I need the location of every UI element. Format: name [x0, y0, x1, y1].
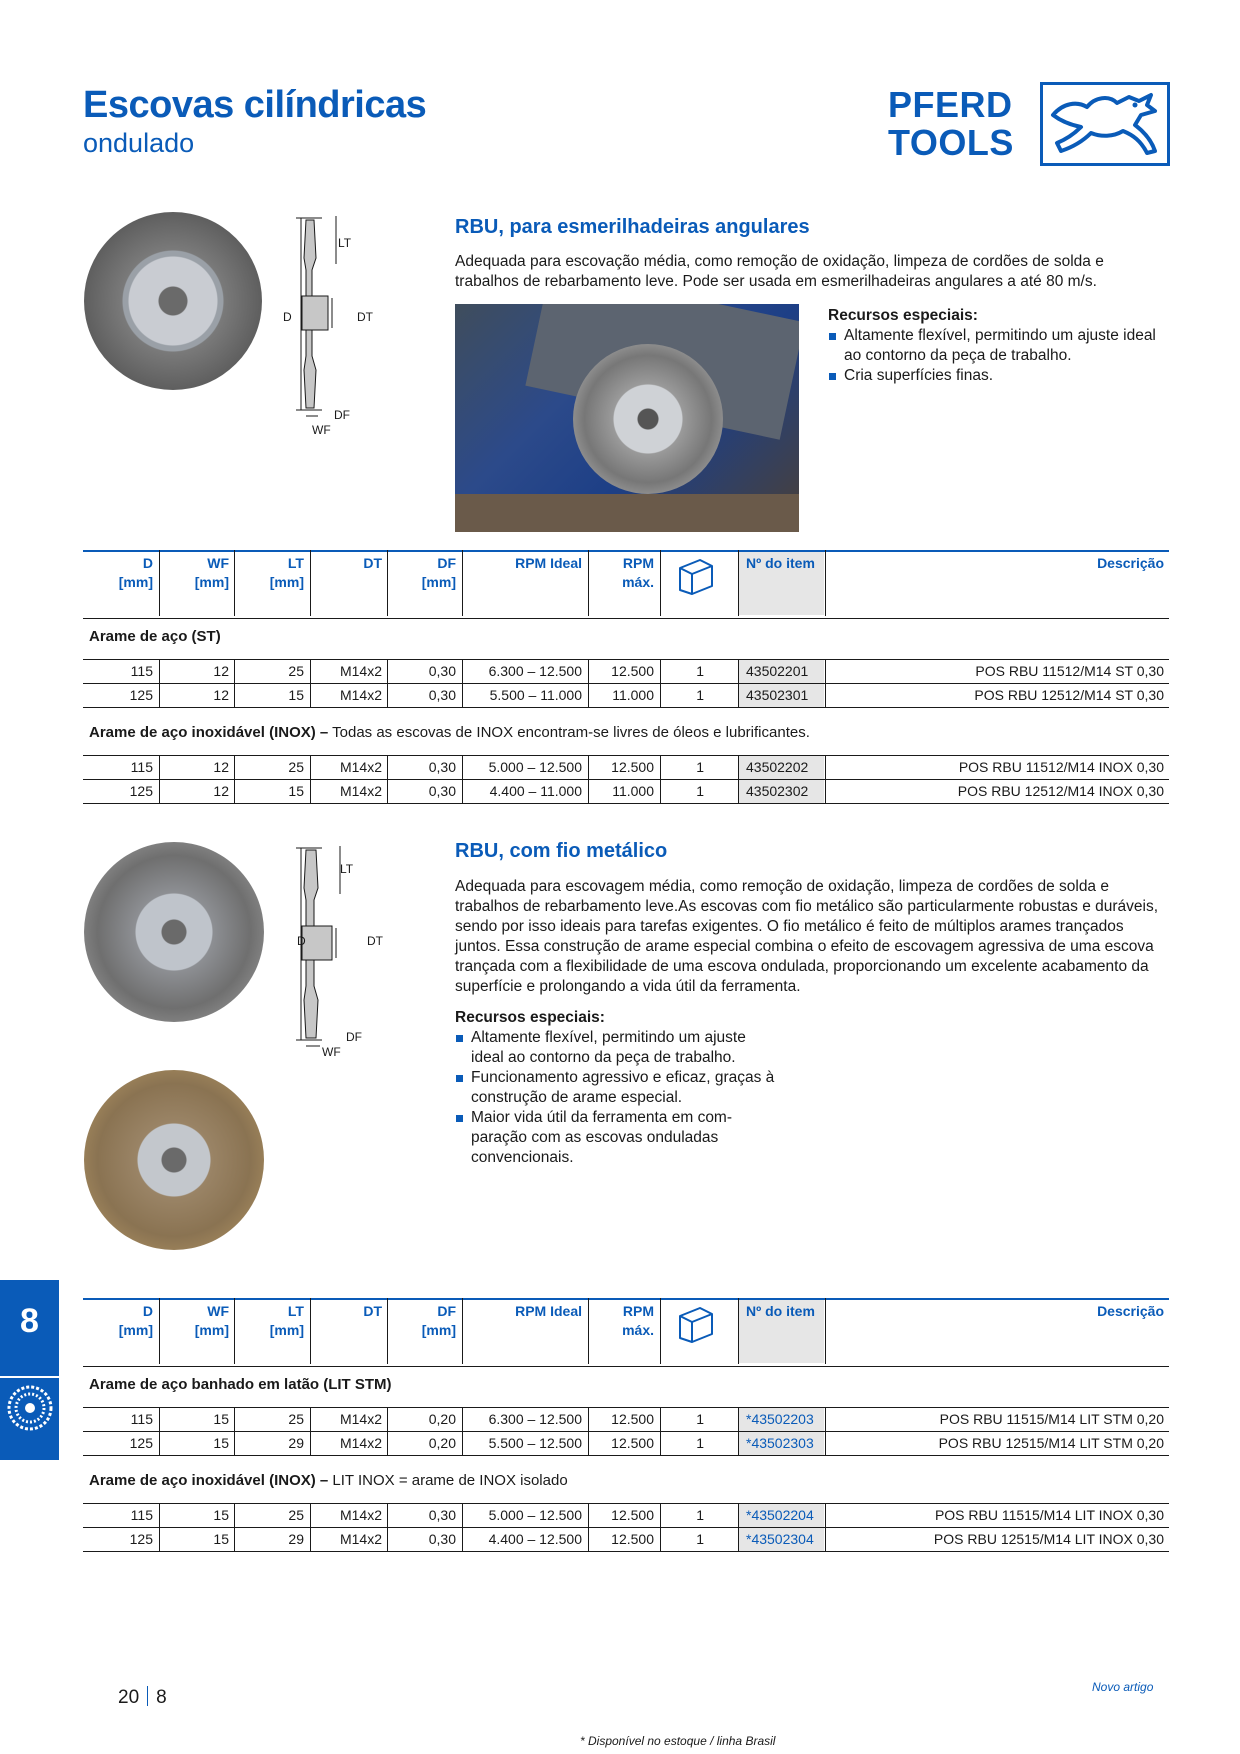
row-rule	[83, 1551, 1169, 1552]
new-item-note: Novo artigo	[1092, 1680, 1154, 1694]
column-header	[462, 554, 582, 573]
table-cell: 115	[130, 663, 153, 679]
table-cell: 0,30	[428, 1531, 456, 1547]
cell-divider	[738, 1527, 739, 1551]
header-unit: [mm]	[269, 574, 304, 590]
group-note: Todas as escovas de INOX encontram-se livres de óleos e lubrificantes.	[328, 724, 810, 741]
table-cell: POS RBU 12515/M14 LIT INOX 0,30	[933, 1531, 1164, 1547]
section2-features	[455, 1028, 775, 1168]
table-cell: 5.500 – 12.500	[488, 1435, 582, 1451]
table-cell: M14x2	[339, 1435, 382, 1451]
header-label: RPM	[622, 1303, 654, 1319]
table-cell: 15	[213, 1531, 229, 1547]
item-number-link[interactable]: *43502204	[746, 1507, 814, 1523]
header-label: Descrição	[1097, 1303, 1164, 1319]
table-cell: 1	[696, 759, 704, 775]
header-label: Nº do item	[746, 1303, 815, 1319]
row-rule	[83, 1455, 1169, 1456]
table-cell: 115	[130, 1411, 153, 1427]
column-header	[83, 554, 153, 592]
table-cell: M14x2	[339, 1507, 382, 1523]
header-label: DF	[437, 1303, 456, 1319]
item-number-link[interactable]: *43502203	[746, 1411, 814, 1427]
group-title: Arame de aço inoxidável (INOX) –	[89, 1472, 329, 1489]
group-label	[89, 1472, 568, 1489]
label-lt: LT	[338, 236, 352, 250]
item-number-link[interactable]: *43502304	[746, 1531, 814, 1547]
table-cell: 1	[696, 687, 704, 703]
table-cell: 125	[129, 1435, 153, 1451]
table-cell: 12.500	[611, 1531, 654, 1547]
header-label: DF	[437, 555, 456, 571]
feature-item: Cria superfícies finas.	[828, 366, 1168, 386]
table-cell: 6.300 – 12.500	[488, 663, 582, 679]
table-cell: 1	[696, 1531, 704, 1547]
label-wf: WF	[312, 423, 331, 437]
header-unit: máx.	[622, 574, 654, 590]
table-cell: 125	[129, 783, 153, 799]
brush-wheel-image	[84, 212, 262, 390]
label-d: D	[283, 310, 292, 324]
table-cell: POS RBU 11512/M14 INOX 0,30	[958, 759, 1164, 775]
table-cell: 12.500	[611, 1507, 654, 1523]
header-unit: [mm]	[118, 574, 153, 590]
column-header	[159, 1302, 229, 1340]
group-title: Arame de aço (ST)	[89, 628, 221, 645]
header-label: Descrição	[1097, 555, 1164, 571]
column-divider	[660, 1298, 661, 1364]
section1-features-title: Recursos especiais:	[828, 307, 978, 324]
feature-item: Maior vida útil da ferramenta em com-paração com as escovas onduladas convencionais.	[455, 1108, 775, 1168]
column-header	[462, 1302, 582, 1321]
cell-divider	[738, 755, 739, 779]
table-cell: 25	[288, 759, 304, 775]
table-cell: 12	[213, 759, 229, 775]
feature-item: Altamente flexível, permitindo um ajuste ideal ao contorno da peça de trabalho.	[455, 1028, 775, 1068]
pferd-logo	[888, 82, 1172, 168]
dimension-diagram-2	[278, 840, 398, 1070]
column-header	[387, 554, 456, 592]
header-label: LT	[287, 1303, 304, 1319]
header-unit: [mm]	[118, 1322, 153, 1338]
logo-line2: TOOLS	[888, 122, 1014, 163]
package-icon	[676, 556, 716, 601]
footer-divider	[147, 1686, 148, 1706]
table-cell: 29	[288, 1435, 304, 1451]
row-rule	[83, 803, 1169, 804]
cell-divider	[738, 683, 739, 707]
table-cell: 12	[213, 687, 229, 703]
table-cell: 0,30	[428, 1507, 456, 1523]
group-label	[89, 628, 221, 645]
header-unit: [mm]	[194, 1322, 229, 1338]
column-header	[746, 1302, 815, 1321]
column-header	[387, 1302, 456, 1340]
table-cell: 1	[696, 783, 704, 799]
feature-item: Funcionamento agressivo e eficaz, graças à construção de arame especial.	[455, 1068, 775, 1108]
header-label: LT	[287, 555, 304, 571]
chapter-divider	[0, 1376, 59, 1378]
table-cell: 25	[288, 1507, 304, 1523]
group-title: Arame de aço banhado em latão (LIT STM)	[89, 1376, 392, 1393]
table-cell: 12	[213, 783, 229, 799]
table-cell: 115	[130, 1507, 153, 1523]
table-cell: 1	[696, 1435, 704, 1451]
section2-title: RBU, com fio metálico	[455, 840, 668, 862]
table-cell: 125	[129, 1531, 153, 1547]
logo-line1: PFERD	[888, 84, 1013, 125]
table-cell: M14x2	[339, 687, 382, 703]
table-cell: 15	[213, 1435, 229, 1451]
table-cell: 11.000	[612, 783, 654, 799]
item-number-link[interactable]: 43502301	[746, 687, 809, 703]
table-cell: M14x2	[339, 663, 382, 679]
cell-divider	[738, 1431, 739, 1455]
group-note: LIT INOX = arame de INOX isolado	[328, 1472, 568, 1489]
package-icon	[676, 1304, 716, 1349]
header-label: D	[142, 1303, 153, 1319]
item-number-link[interactable]: 43502201	[746, 663, 809, 679]
table-cell: 4.400 – 12.500	[488, 1531, 582, 1547]
stock-note: * Disponível no estoque / linha Brasil	[580, 1734, 776, 1748]
table-cell: 0,30	[428, 783, 456, 799]
brass-wheel-image	[84, 1070, 264, 1250]
label-df-2: DF	[346, 1030, 362, 1044]
table-cell: 15	[213, 1507, 229, 1523]
column-header	[825, 554, 1164, 573]
table-cell: POS RBU 11515/M14 LIT STM 0,20	[939, 1411, 1164, 1427]
cell-divider	[738, 779, 739, 803]
column-header	[310, 554, 382, 573]
table-cell: 0,20	[428, 1435, 456, 1451]
item-number-link[interactable]: 43502302	[746, 783, 809, 799]
table-cell: 15	[288, 687, 304, 703]
table-cell: 4.400 – 11.000	[489, 783, 582, 799]
chapter-num: 8	[156, 1687, 167, 1708]
section2-description: Adequada para escovagem média, como remoção de oxidação, limpeza de cordões de solda e trabalhos de rebarbamento leve.As escovas com fio metálico são particularmente robustas e duráveis, sendo por isso ideais para tarefas exigentes. O fio metálico é feito de múltiplos arames trançados juntos. Essa construção de arame especial combina o efeito de escovagem agressiva de uma escova trançada com a flexibilidade de uma escova ondulada, proporcionando um excelente acabamento da superfície e prolongando a vida útil da ferramenta.	[455, 878, 1159, 995]
table-cell: 1	[696, 1411, 704, 1427]
column-header	[83, 1302, 153, 1340]
table-cell: POS RBU 11512/M14 ST 0,30	[975, 663, 1164, 679]
table-cell: 11.000	[612, 687, 654, 703]
table-cell: 115	[130, 759, 153, 775]
column-header	[159, 554, 229, 592]
page-num: 20	[118, 1687, 140, 1708]
section1-features	[828, 326, 1168, 386]
header-unit: [mm]	[421, 1322, 456, 1338]
row-rule	[83, 707, 1169, 708]
group-title: Arame de aço inoxidável (INOX) –	[89, 724, 329, 741]
feature-item: Altamente flexível, permitindo um ajuste ideal ao contorno da peça de trabalho.	[828, 326, 1168, 366]
table-cell: 0,30	[428, 663, 456, 679]
header-unit: máx.	[622, 1322, 654, 1338]
table-cell: 25	[288, 1411, 304, 1427]
header-unit: [mm]	[269, 1322, 304, 1338]
table-cell: M14x2	[339, 1411, 382, 1427]
table-cell: 5.000 – 12.500	[488, 759, 582, 775]
header-label: WF	[207, 1303, 229, 1319]
page-title: Escovas cilíndricas	[83, 84, 427, 126]
section2-features-title: Recursos especiais:	[455, 1009, 605, 1026]
table-cell: 0,20	[428, 1411, 456, 1427]
table-cell: POS RBU 11515/M14 LIT INOX 0,30	[934, 1507, 1164, 1523]
table-cell: POS RBU 12512/M14 ST 0,30	[974, 687, 1164, 703]
column-header	[746, 554, 815, 573]
table-cell: 6.300 – 12.500	[488, 1411, 582, 1427]
header-label: RPM Ideal	[515, 555, 582, 571]
label-wf-2: WF	[322, 1045, 341, 1059]
table-cell: 1	[696, 1507, 704, 1523]
section1-title: RBU, para esmerilhadeiras angulares	[455, 216, 810, 238]
label-df: DF	[334, 408, 350, 422]
group-label	[89, 724, 810, 741]
cell-divider	[738, 1407, 739, 1431]
item-number-link[interactable]: *43502303	[746, 1435, 814, 1451]
header-label: D	[142, 555, 153, 571]
braided-wheel-image	[84, 842, 264, 1022]
header-label: Nº do item	[746, 555, 815, 571]
header-label: DT	[363, 1303, 382, 1319]
table-cell: POS RBU 12512/M14 INOX 0,30	[957, 783, 1164, 799]
cell-divider	[738, 1503, 739, 1527]
page-subtitle: ondulado	[83, 128, 195, 158]
table-cell: 25	[288, 663, 304, 679]
label-lt-2: LT	[340, 862, 354, 876]
section1-description: Adequada para escovação média, como remoção de oxidação, limpeza de cordões de solda e trabalhos de rebarbamento leve. Pode ser usada em esmerilhadeiras angulares a até 80 m/s.	[455, 253, 1104, 290]
table-cell: 5.000 – 12.500	[488, 1507, 582, 1523]
table-cell: 15	[288, 783, 304, 799]
horse-logo-icon	[1040, 82, 1170, 166]
table-cell: 125	[129, 687, 153, 703]
application-photo	[455, 304, 799, 532]
table-cell: 12.500	[611, 1435, 654, 1451]
page-number	[118, 1686, 167, 1709]
label-dt-2: DT	[367, 934, 383, 948]
table-cell: 12.500	[611, 663, 654, 679]
table-cell: 0,30	[428, 759, 456, 775]
table-cell: 12.500	[611, 1411, 654, 1427]
label-dt: DT	[357, 310, 373, 324]
column-divider	[660, 550, 661, 616]
header-unit: [mm]	[194, 574, 229, 590]
table-cell: 1	[696, 663, 704, 679]
chapter-number: 8	[20, 1302, 39, 1340]
table-cell: 12	[213, 663, 229, 679]
table-cell: 15	[213, 1411, 229, 1427]
column-header	[234, 1302, 304, 1340]
table-cell: 29	[288, 1531, 304, 1547]
header-label: DT	[363, 555, 382, 571]
chapter-tab[interactable]	[0, 1280, 59, 1460]
header-label: RPM	[622, 555, 654, 571]
table-cell: M14x2	[339, 759, 382, 775]
table-cell: 12.500	[611, 759, 654, 775]
column-header	[588, 1302, 654, 1340]
table-cell: M14x2	[339, 1531, 382, 1547]
table-cell: 5.500 – 11.000	[489, 687, 582, 703]
header-label: WF	[207, 555, 229, 571]
table-cell: 0,30	[428, 687, 456, 703]
label-d-2: D	[297, 934, 306, 948]
group-label	[89, 1376, 392, 1393]
column-header	[588, 554, 654, 592]
item-number-link[interactable]: 43502202	[746, 759, 809, 775]
column-header	[234, 554, 304, 592]
column-header	[825, 1302, 1164, 1321]
table-cell: POS RBU 12515/M14 LIT STM 0,20	[938, 1435, 1164, 1451]
table-cell: M14x2	[339, 783, 382, 799]
header-unit: [mm]	[421, 574, 456, 590]
brush-category-icon	[6, 1384, 54, 1432]
column-header	[310, 1302, 382, 1321]
cell-divider	[738, 659, 739, 683]
header-label: RPM Ideal	[515, 1303, 582, 1319]
